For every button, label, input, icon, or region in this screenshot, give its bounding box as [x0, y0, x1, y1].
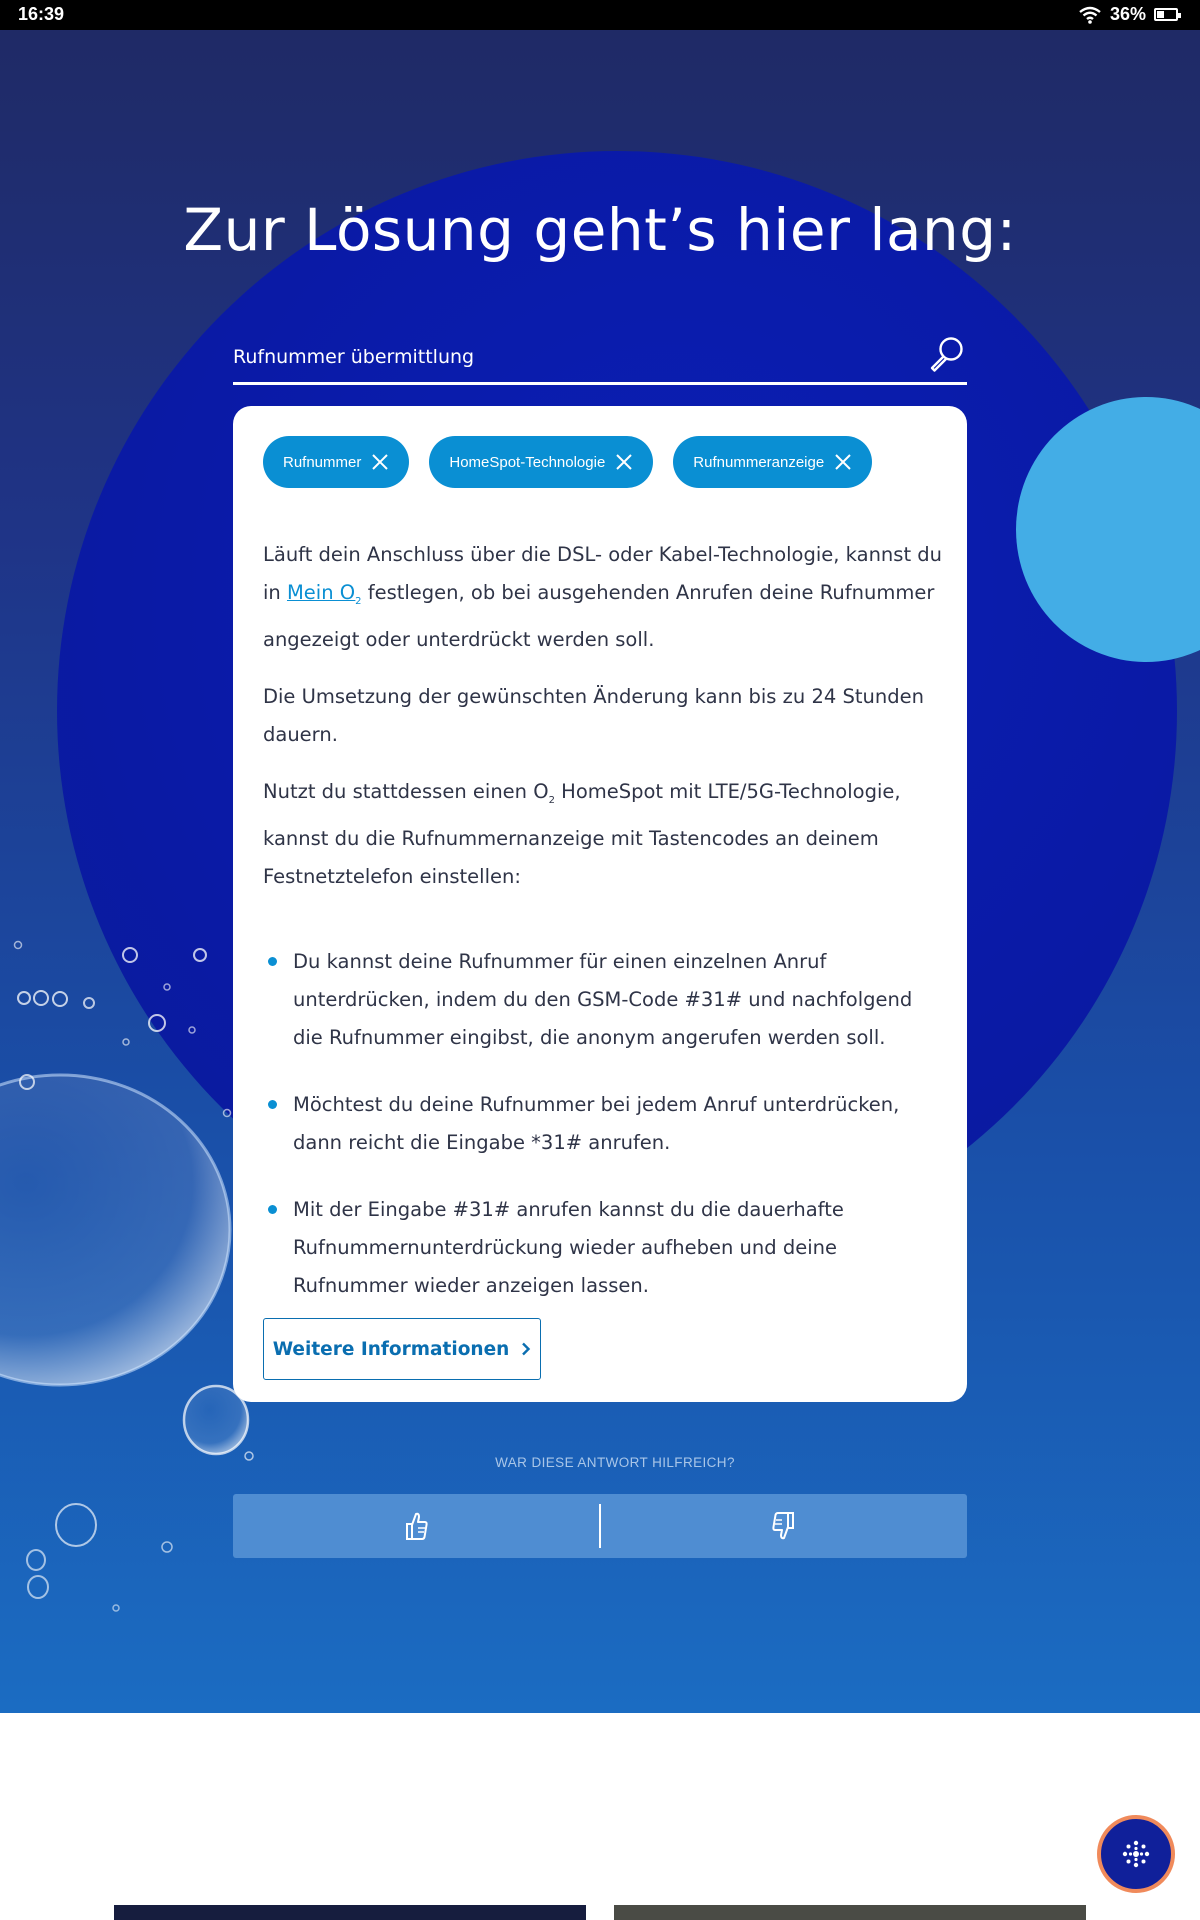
thumbs-up-button[interactable]	[233, 1494, 599, 1558]
answer-text: HomeSpot mit LTE/5G-Technologie, kannst du die Rufnummernanzeige mit Tastencodes an deinem Festnetztelefon einstellen:	[263, 779, 901, 888]
status-time: 16:39	[18, 4, 65, 24]
feedback-question: WAR DIESE ANTWORT HILFREICH?	[495, 1455, 735, 1470]
close-icon[interactable]	[834, 453, 852, 471]
answer-text: Nutzt du stattdessen einen O	[263, 779, 549, 803]
chip-label: Rufnummeranzeige	[693, 453, 825, 471]
answer-paragraph-2: Die Umsetzung der gewünschten Änderung kann bis zu 24 Stunden dauern.	[263, 684, 924, 746]
thumbs-down-button[interactable]	[601, 1494, 967, 1558]
battery-percentage: 36%	[1109, 4, 1146, 24]
feedback-bar	[233, 1494, 967, 1558]
tastencode-list	[263, 915, 943, 1305]
battery-icon	[1154, 8, 1178, 21]
search-input[interactable]	[233, 342, 893, 372]
list-item: Du kannst deine Rufnummer für einen einzelnen Anruf unterdrücken, indem du den GSM-Code #31# und nachfolgend die Rufnummer eingibst, die anonym angerufen werden soll.	[263, 943, 943, 1057]
teaser-image[interactable]	[614, 1905, 1086, 1920]
answer-text: festlegen, ob bei ausgehenden Anrufen deine Rufnummer angezeigt oder unterdrückt werden soll.	[263, 581, 935, 651]
thumbs-up-icon	[403, 1511, 429, 1541]
answer-paragraph-3	[263, 773, 943, 896]
chevron-right-icon	[521, 1342, 531, 1356]
list-item: Mit der Eingabe #31# anrufen kannst du die dauerhafte Rufnummernunterdrückung wieder aufheben und deine Rufnummer wieder anzeigen lassen.	[263, 1191, 943, 1305]
thumbs-down-icon	[771, 1511, 797, 1541]
close-icon[interactable]	[371, 453, 389, 471]
link-subscript: 2	[355, 595, 362, 607]
answer-text: Läuft dein Anschluss über die DSL- oder Kabel-Technologie, kannst du in	[263, 543, 943, 604]
chip-rufnummer[interactable]	[263, 436, 409, 488]
answer-content	[263, 536, 943, 1334]
wifi-icon	[1078, 6, 1102, 24]
page-headline: Zur Lösung geht’s hier lang:	[183, 196, 1017, 264]
answer-paragraph-1	[263, 536, 943, 659]
chat-assistant-icon	[1116, 1834, 1156, 1874]
search-bar	[233, 326, 967, 385]
answer-card	[233, 406, 967, 1402]
link-label: Mein O	[286, 581, 356, 604]
chip-label: HomeSpot-Technologie	[449, 453, 606, 471]
o2-subscript: 2	[548, 794, 555, 806]
teaser-image[interactable]	[114, 1905, 586, 1920]
chat-assistant-button[interactable]	[1097, 1815, 1175, 1893]
list-item: Möchtest du deine Rufnummer bei jedem Anruf unterdrücken, dann reicht die Eingabe *31# anrufen.	[263, 1086, 943, 1162]
filter-chips	[263, 436, 872, 488]
close-icon[interactable]	[615, 453, 633, 471]
more-info-button[interactable]	[263, 1318, 541, 1380]
chip-label: Rufnummer	[283, 453, 362, 471]
chip-rufnummeranzeige[interactable]	[673, 436, 872, 488]
status-bar	[0, 0, 1200, 30]
search-icon[interactable]	[927, 334, 967, 374]
chip-homespot-technologie[interactable]	[429, 436, 653, 488]
mein-o2-link[interactable]	[286, 581, 362, 607]
status-indicators	[1078, 4, 1178, 25]
more-info-label: Weitere Informationen	[272, 1338, 510, 1360]
